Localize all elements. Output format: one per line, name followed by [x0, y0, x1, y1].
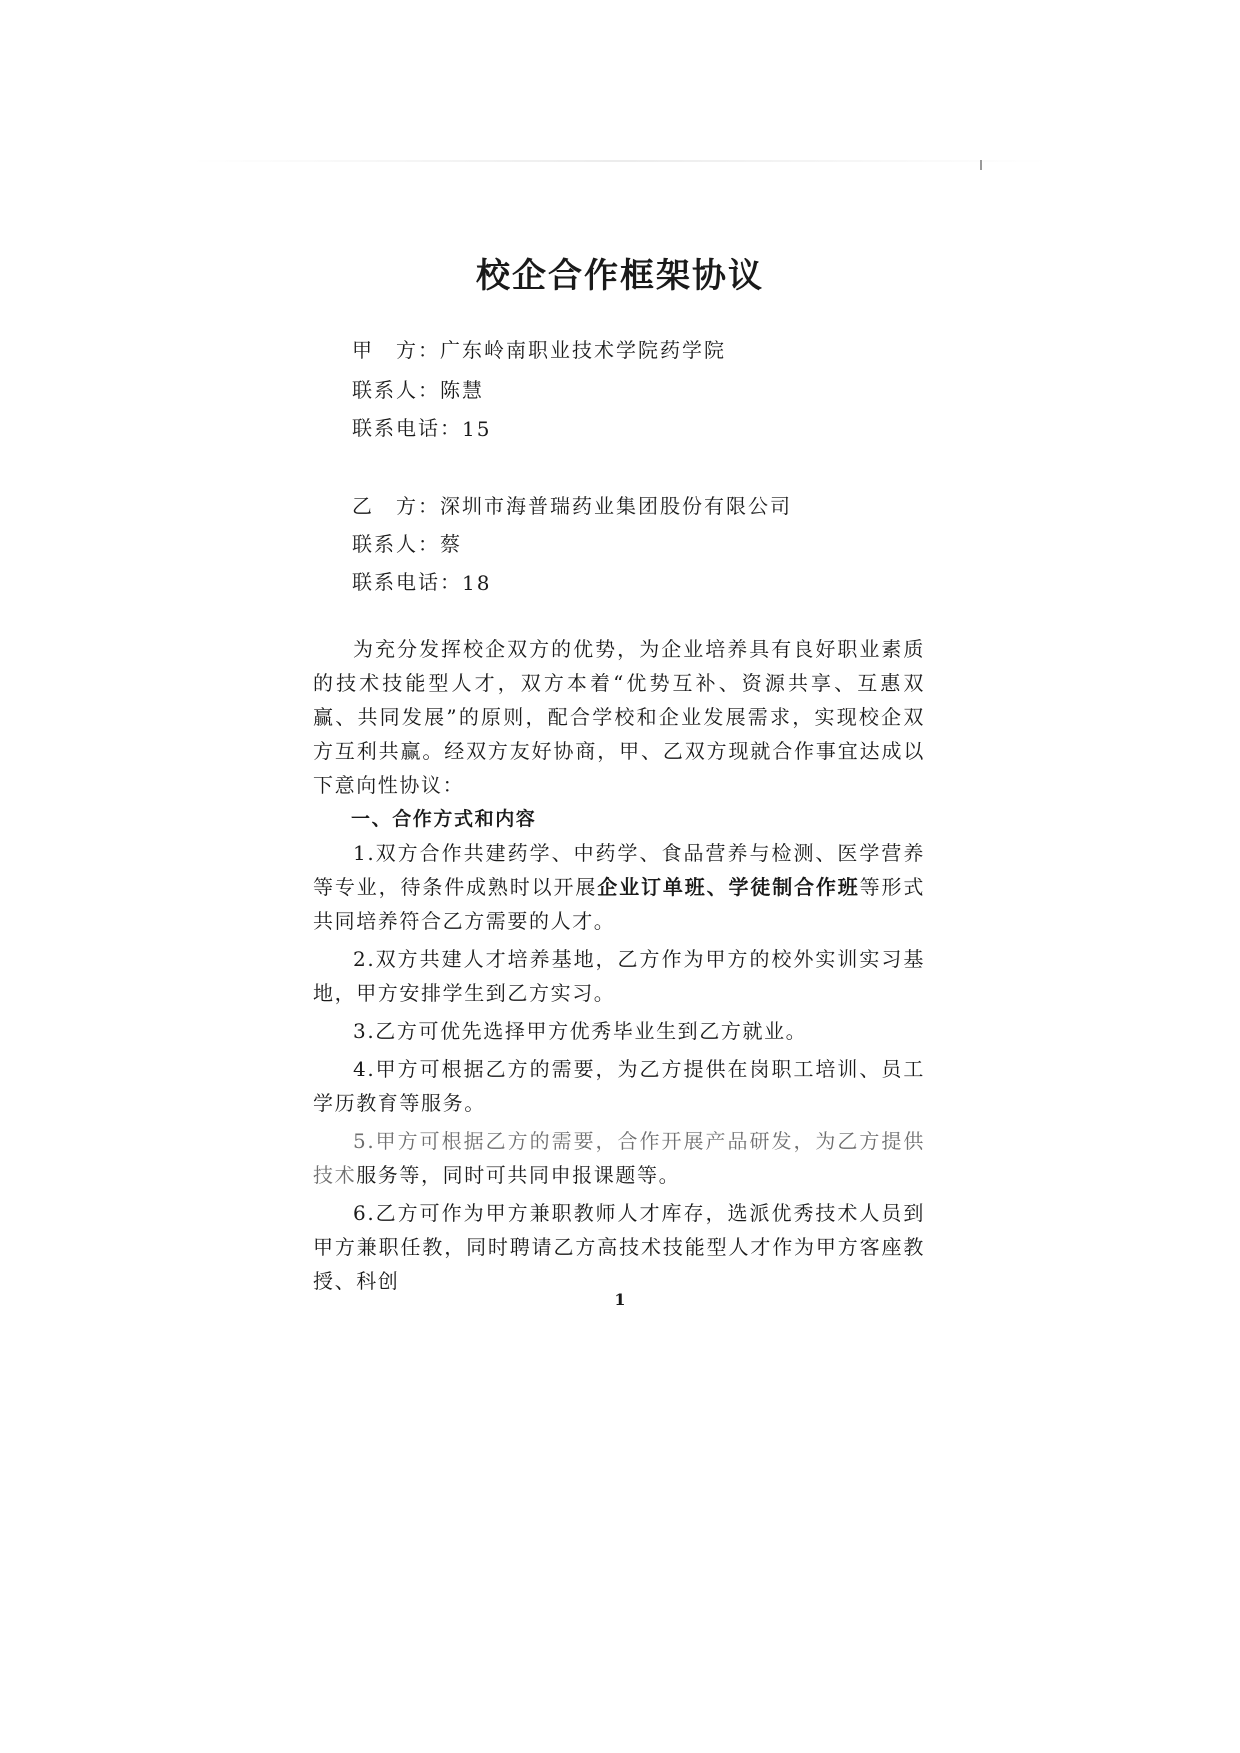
- party-a-label: 甲 方：: [352, 338, 440, 362]
- party-b-phone-line: [352, 566, 492, 595]
- clause-1: [313, 836, 925, 938]
- party-b-name: 深圳市海普瑞药业集团股份有限公司: [440, 494, 792, 518]
- clause-1-text-b: 等形式共同培养符合乙方需要的人才。: [313, 875, 925, 933]
- party-b-phone-value: 18: [462, 571, 492, 595]
- clause-1-emphasis: 企业订单班、学徒制合作班: [597, 875, 860, 899]
- party-b-phone-label: 联系电话：: [352, 570, 462, 594]
- party-a-phone-value: 15: [462, 417, 492, 441]
- scan-corner-mark: [980, 160, 982, 170]
- party-a-line: [352, 334, 726, 363]
- party-b-label: 乙 方：: [352, 494, 440, 518]
- clause-2: 2.双方共建人才培养基地，乙方作为甲方的校外实训实习基地，甲方安排学生到乙方实习。: [313, 947, 925, 1005]
- party-a-contact-line: [352, 374, 484, 403]
- clause-1-text-a: 1.双方合作共建药学、中药学、食品营养与检测、医学营养等专业，待条件成熟时以开展: [313, 841, 925, 899]
- clause-5-text: 服务等，同时可共同申报课题等。: [356, 1163, 681, 1187]
- party-a-phone-label: 联系电话：: [352, 416, 462, 440]
- clause-4: 4.甲方可根据乙方的需要，为乙方提供在岗职工培训、员工学历教育等服务。: [313, 1057, 925, 1115]
- clause-5-faded-text: 5.甲方可根据乙方的需要，合作开展产品研发，为乙方提供技术: [313, 1129, 925, 1187]
- page-number: 1: [614, 1290, 626, 1309]
- clause-3: 3.乙方可优先选择甲方优秀毕业生到乙方就业。: [353, 1019, 808, 1043]
- party-b-contact-label: 联系人：: [352, 532, 440, 556]
- intro-paragraph: 为充分发挥校企双方的优势，为企业培养具有良好职业素质的技术技能型人才，双方本着“优势互补、资源共享、互惠双赢、共同发展”的原则，配合学校和企业发展需求，实现校企双方互利共赢。经双方友好协商，甲、乙双方现就合作事宜达成以下意向性协议：: [313, 637, 925, 797]
- scan-edge-line: [190, 160, 1050, 162]
- party-a-name: 广东岭南职业技术学院药学院: [440, 338, 726, 362]
- document-title: 校企合作框架协议: [476, 256, 764, 296]
- clause-5: [313, 1124, 925, 1192]
- party-b-contact-value: 蔡: [440, 532, 462, 556]
- agreement-body: [313, 632, 925, 1302]
- party-b-contact-line: [352, 528, 462, 557]
- party-a-contact-value: 陈慧: [440, 378, 484, 402]
- clause-6: 6.乙方可作为甲方兼职教师人才库存，选派优秀技术人员到甲方兼职任教，同时聘请乙方高技术技能型人才作为甲方客座教授、科创: [313, 1201, 925, 1293]
- party-a-phone-line: [352, 412, 492, 441]
- party-a-contact-label: 联系人：: [352, 378, 440, 402]
- section-heading: 一、合作方式和内容: [351, 808, 537, 830]
- party-b-line: [352, 490, 792, 519]
